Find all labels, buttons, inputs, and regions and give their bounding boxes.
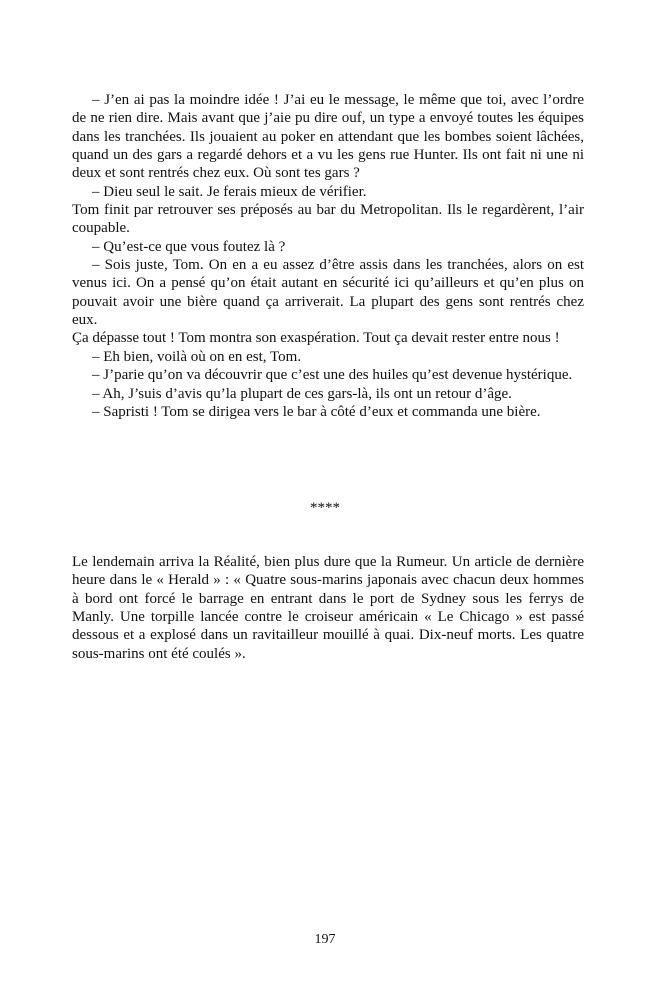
paragraph: – Sapristi ! Tom se dirigea vers le bar à côté d’eux et commanda une bière. [92, 403, 541, 420]
paragraph: – Sois juste, Tom. On en a eu assez d’être assis dans les tranchées, alors on est venus ici. On a pensé qu’on était autant en sécurité ici qu’ailleurs et qu’en plus on pouvait avoir une bière quand ça arriverait. La plupart des gens sont rentrés chez eux. [72, 257, 584, 329]
page-number: 197 [314, 932, 336, 947]
paragraph: – Ah, J’suis d’avis qu’la plupart de ces gars-là, ils ont un retour d’âge. [92, 385, 512, 402]
paragraph: – Dieu seul le sait. Je ferais mieux de vérifier. [92, 183, 367, 200]
section-separator: **** [310, 500, 340, 516]
paragraph: Tom finit par retrouver ses préposés au bar du Metropolitan. Ils le regardèrent, l’air coupable. [72, 202, 584, 237]
dialogue-section [72, 91, 584, 421]
paragraph: – J’en ai pas la moindre idée ! J’ai eu le message, le même que toi, avec l’ordre de ne rien dire. Mais avant que j’aie pu dire ouf, un type a envoyé toutes les équipes dans les tranchées. Ils jouaient au poker en attendant que les bombes soient lâchées, quand un des gars a regardé dehors et a vu les gens rue Hunter. Ils ont fait ni une ni deux et sont rentrés chez eux. Où sont tes gars ? [72, 92, 584, 182]
paragraph: – J’parie qu’on va découvrir que c’est une des huiles qu’est devenue hystérique. [92, 367, 573, 384]
paragraph: Le lendemain arriva la Réalité, bien plus dure que la Rumeur. Un article de dernière heure dans le « Herald » : « Quatre sous-marins japonais avec chacun deux hommes à bord ont forcé le barrage en entrant dans le port de Sydney sous les ferrys de Manly. Une torpille lancée contre le croiseur américain « Le Chicago » est passé dessous et a explosé dans un ravitailleur mouillé à quai. Dix-neuf morts. Les quatre sous-marins ont été coulés ». [72, 554, 584, 662]
news-section [72, 553, 584, 663]
paragraph: – Eh bien, voilà où on en est, Tom. [92, 348, 302, 365]
paragraph: – Qu’est-ce que vous foutez là ? [92, 238, 286, 255]
paragraph: Ça dépasse tout ! Tom montra son exaspération. Tout ça devait rester entre nous ! [72, 330, 560, 347]
